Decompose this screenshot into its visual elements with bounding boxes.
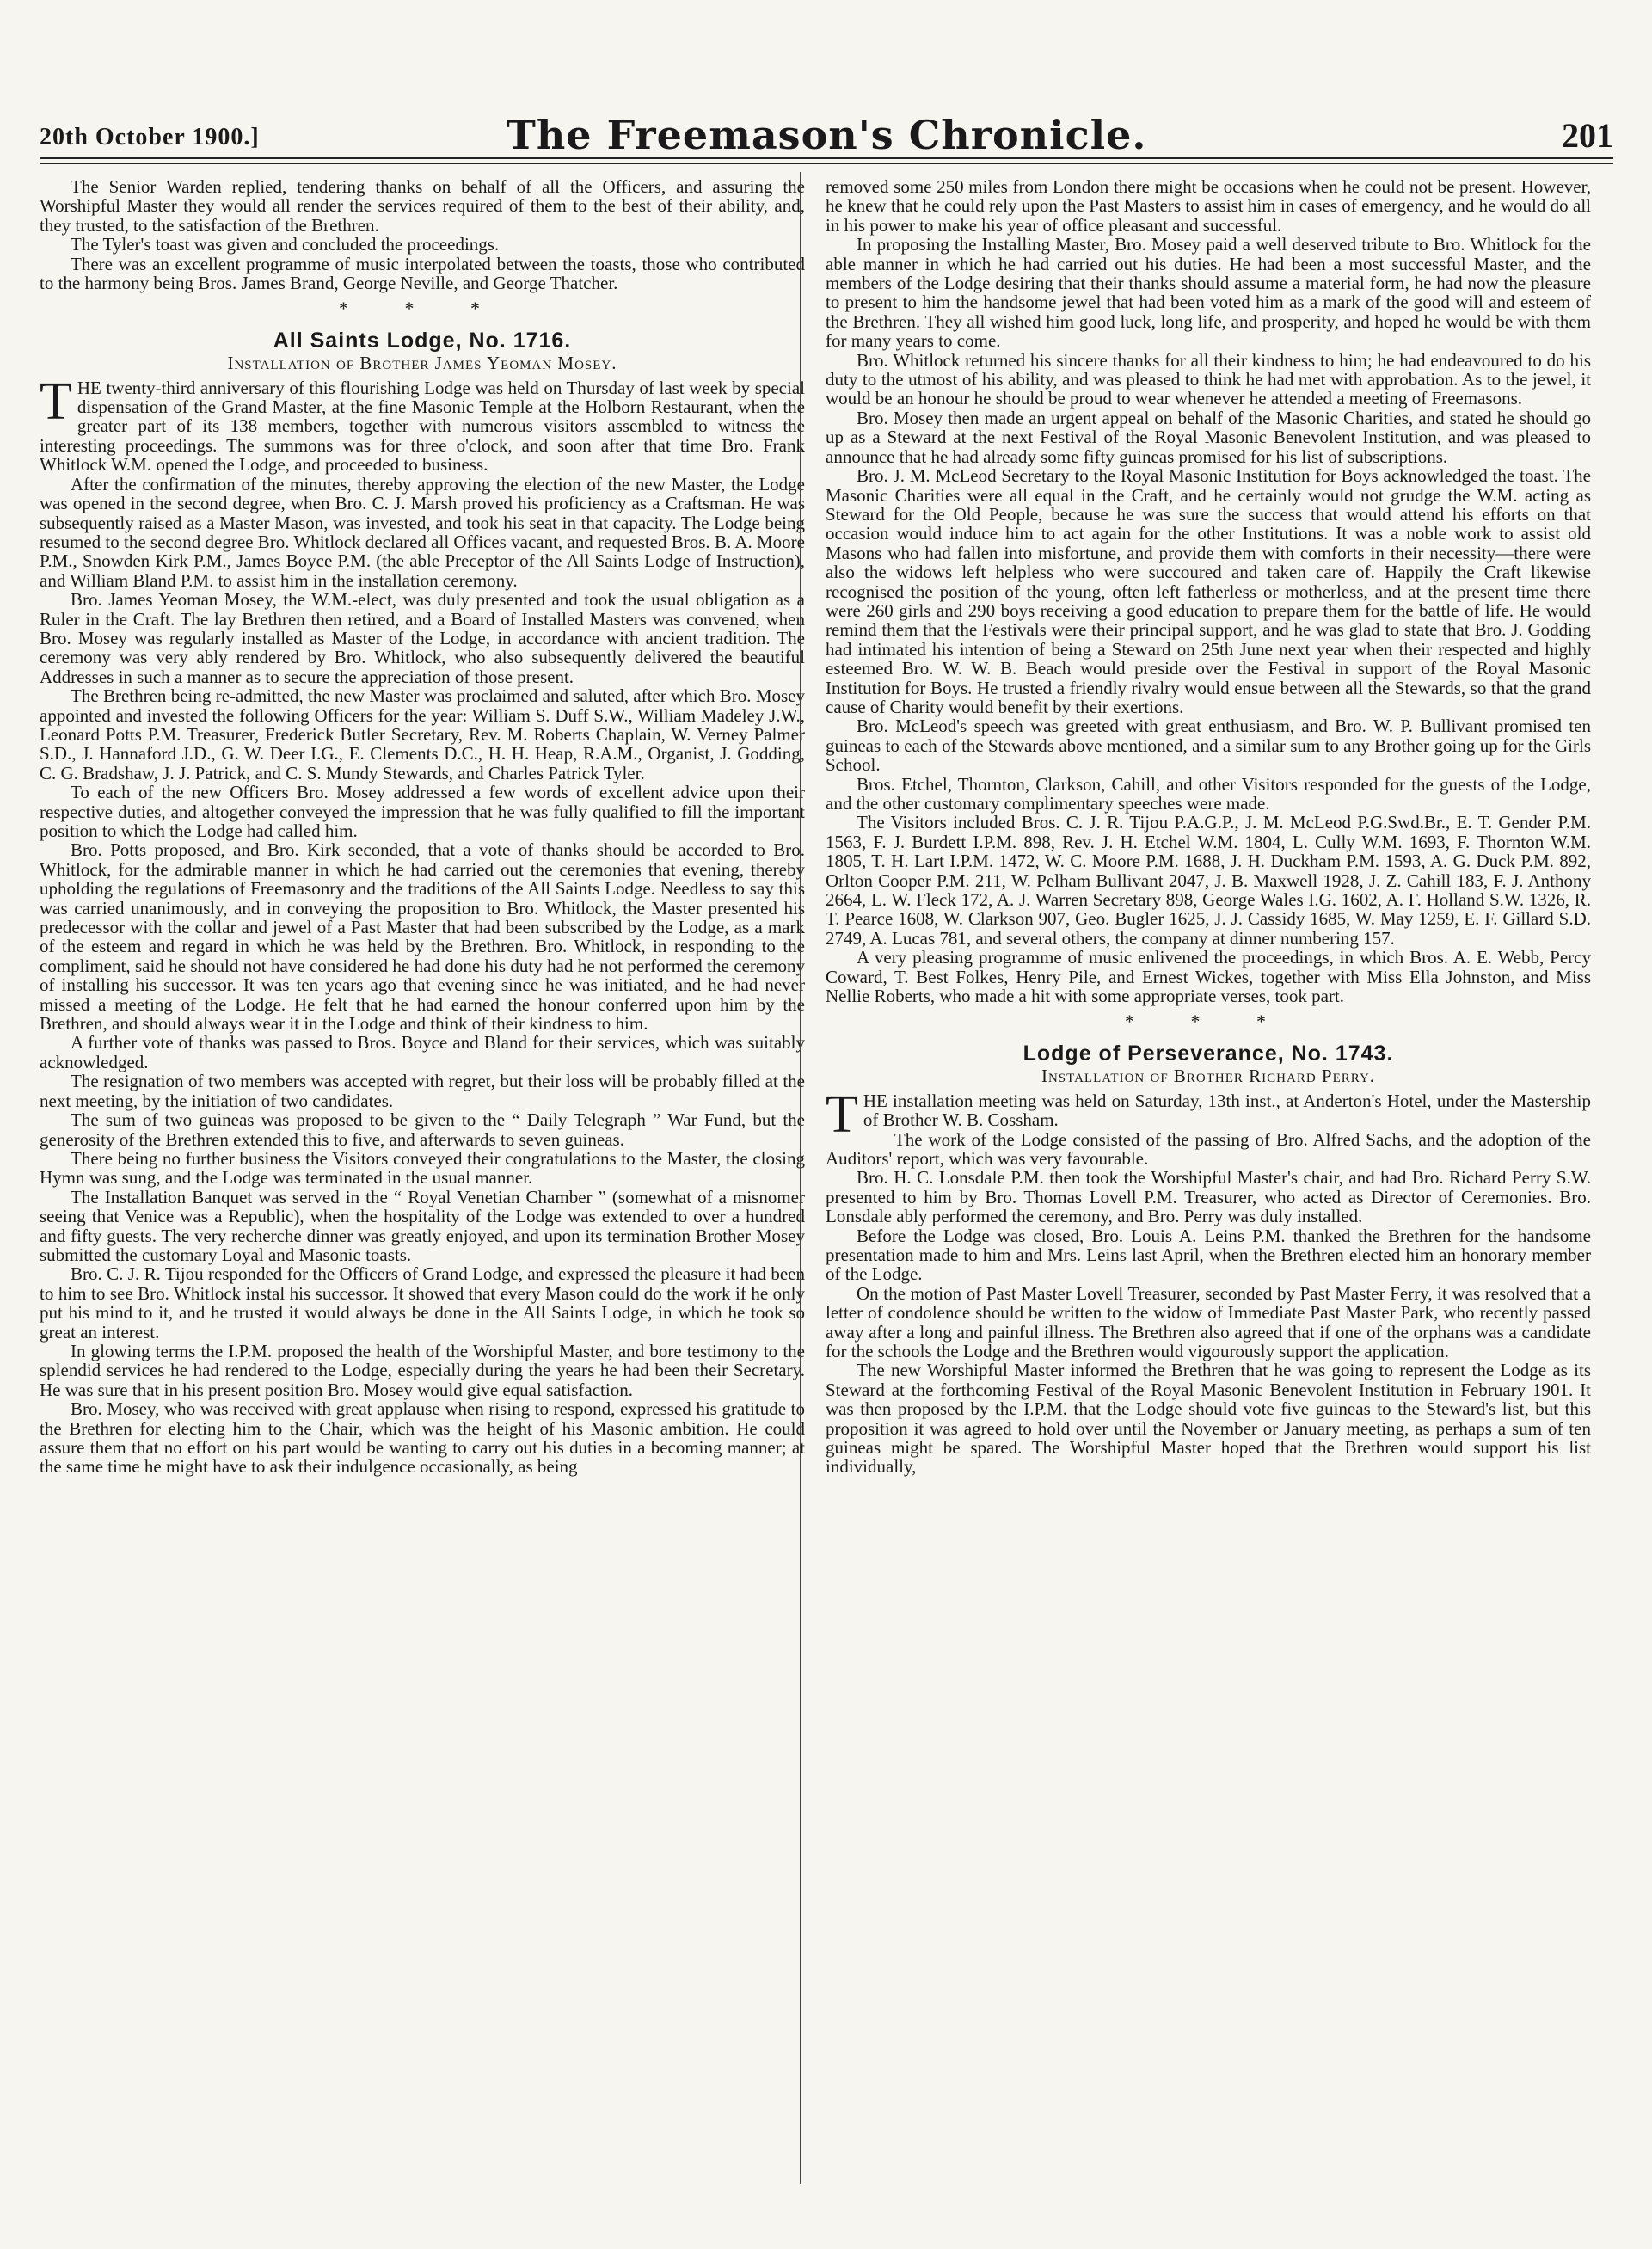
column-right — [826, 177, 1591, 2181]
paragraph: In proposing the Installing Master, Bro. Mosey paid a well deserved tribute to Bro. Whitlock for the able manner in which he had carried out his duties. He had been a most successful Master, and the members of the Lodge desiring that their thanks should assume a material form, he had now the pleasure to present to him the handsome jewel that had been voted him as a mark of the good will and esteem of the Brethren. They all wished him good luck, long life, and prosperity, and hoped he would be with them for many years to come. — [826, 234, 1591, 352]
page-number: 201 — [1562, 116, 1613, 155]
paragraph: Bro. J. M. McLeod Secretary to the Royal Masonic Institution for Boys acknowledged the toast. The Masonic Charities were all equal in the Craft, and he certainly would not grudge the W.M. acting as Steward for the Old People, because he was sure the success that would attend his efforts on that occasion would induce him to act again for the other Institutions. It was a noble work to assist old Masons who had fallen into misfortune, and provide them with comforts in their necessity—there were also the widows left helpless who were succoured and taken care of. Happily the Craft likewise recognised the position of the young, often left fatherless or motherless, and at the present time there were 260 girls and 290 boys receiving a good education to prepare them for the battle of life. He would remind them that the Festivals were their principal support, and he was glad to state that Bro. J. Godding had intimated his intention of being a Steward on 25th June next year when their respected and highly esteemed Bro. W. W. B. Beach would preside over the Festival in support of the Royal Masonic Institution for Boys. He trusted a friendly rivalry would ensue between all the Stewards, so that the grand cause of Charity would benefit by their exertions. — [826, 465, 1591, 717]
paragraph: The work of the Lodge consisted of the passing of Bro. Alfred Sachs, and the adoption of the Auditors' report, which was very favourable. — [826, 1128, 1591, 1169]
paragraph: A further vote of thanks was passed to Bros. Boyce and Bland for their services, which was suitably acknowledged. — [40, 1032, 805, 1072]
paragraph: The Brethren being re-admitted, the new Master was proclaimed and saluted, after which Bro. Mosey appointed and invested the following Officers for the year: William S. Duff S.W., William Madeley J.W., Leonard Potts P.M. Treasurer, Frederick Butler Secretary, Rev. M. Roberts Chaplain, W. Verney Palmer S.D., J. Hannaford J.D., G. W. Deer I.G., E. Clements D.C., H. H. Heap, R.A.M., Organist, J. Godding, C. G. Bradshaw, J. J. Patrick, and C. S. Mundy Stewards, and Charles Patrick Tyler. — [40, 685, 805, 783]
paragraph: There was an excellent programme of music interpolated between the toasts, those who contributed to the harmony being Bros. James Brand, George Neville, and George Thatcher. — [40, 253, 805, 294]
paragraph: removed some 250 miles from London there might be occasions when he could not be present. However, he knew that he could rely upon the Past Masters to assist him in cases of emergency, and he would do all in his power to make his year of office pleasant and successful. — [826, 177, 1591, 236]
article-subheading: Installation of Brother Richard Perry. — [1041, 1066, 1376, 1087]
masthead-rule — [40, 157, 1613, 159]
paragraph: The Installation Banquet was served in the “ Royal Venetian Chamber ” (somewhat of a misnomer seeing that Venice was a Republic), when the hospitality of the Lodge was extended to over a hundred and fifty guests. The very recherche dinner was greatly enjoyed, and upon its termination Brother Mosey submitted the customary Loyal and Masonic toasts. — [40, 1186, 805, 1265]
paragraph-lead — [826, 1085, 1591, 1144]
masthead-rule-thin — [40, 163, 1613, 164]
issue-date: 20th October 1900.] — [40, 124, 260, 151]
paragraph: Bros. Etchel, Thornton, Clarkson, Cahill, and other Visitors responded for the guests of the Lodge, and the other customary complimentary speeches were made. — [826, 773, 1591, 814]
paragraph: Bro. Mosey, who was received with great applause when rising to respond, expressed his gratitude to the Brethren for electing him to the Chair, which was the height of his Masonic ambition. He could assure them that no effort on his part would be wanting to carry out his duties in a becoming manner; at the same time he might have to ask their indulgence occasionally, as being — [40, 1398, 805, 1478]
paragraph: Bro. Whitlock returned his sincere thanks for all their kindness to him; he had endeavoured to do his duty to the utmost of his ability, and was pleased to think he had met with approbation. As to the jewel, it would be an honour he should be proud to wear whenever he attended a meeting of Freemasons. — [826, 349, 1591, 409]
paragraph: The resignation of two members was accepted with regret, but their loss will be probably filled at the next meeting, by the initiation of two candidates. — [40, 1071, 805, 1111]
paragraph: On the motion of Past Master Lovell Treasurer, seconded by Past Master Ferry, it was resolved that a letter of condolence should be written to the widow of Immediate Past Master Park, who recently passed away after a long and painful illness. The Brethren also agreed that if one of the orphans was a candidate for the schools the Lodge and the Brethren would vigourously support the application. — [826, 1282, 1591, 1361]
paragraph: The sum of two guineas was proposed to be given to the “ Daily Telegraph ” War Fund, but the generosity of the Brethren extended this to five, and afterwards to seven guineas. — [40, 1109, 805, 1150]
drop-cap: T — [40, 372, 72, 431]
paragraph: The Tyler's toast was given and concluded the proceedings. — [71, 234, 500, 255]
article-heading: Lodge of Perseverance, No. 1743. — [1023, 1041, 1394, 1066]
paragraph: In glowing terms the I.P.M. proposed the health of the Worshipful Master, and bore testimony to the splendid services he had rendered to the Lodge, especially during the years he had been their Secretary. He was sure that in his present position Bro. Mosey would give equal satisfaction. — [40, 1340, 805, 1400]
masthead — [40, 112, 1613, 158]
column-left — [40, 177, 805, 2181]
article-heading: All Saints Lodge, No. 1716. — [273, 328, 572, 353]
paragraph: Bro. James Yeoman Mosey, the W.M.-elect, was duly presented and took the usual obligation as a Ruler in the Craft. The lay Brethren then retired, and a Board of Installed Masters was convened, when Bro. Mosey was regularly installed as Master of the Lodge, in accordance with ancient tradition. The ceremony was very ably rendered by Bro. Whitlock, who also subsequently delivered the beautiful Addresses in such a manner as to secure the appreciation of those present. — [40, 589, 805, 687]
newspaper-title: The Freemason's Chronicle. — [506, 112, 1147, 158]
paragraph: A very pleasing programme of music enlivened the proceedings, in which Bros. A. E. Webb, Percy Coward, T. Best Folkes, Henry Pile, and Ernest Wickes, together with Miss Ella Johnston, and Miss Nellie Roberts, who made a hit with some appropriate verses, took part. — [826, 947, 1591, 1007]
paragraph-lead — [40, 372, 805, 476]
article-subheading: Installation of Brother James Yeoman Mosey. — [227, 353, 617, 374]
section-separator: * * * — [1125, 1011, 1292, 1033]
paragraph: Before the Lodge was closed, Bro. Louis A. Leins P.M. thanked the Brethren for the handsome presentation made to him and Mrs. Leins last April, when the Brethren elected him an honorary member of the Lodge. — [826, 1225, 1591, 1285]
paragraph: Bro. H. C. Lonsdale P.M. then took the Worshipful Master's chair, and had Bro. Richard Perry S.W. presented to him by Bro. Thomas Lovell P.M. Treasurer, who acted as Director of Ceremonies. Bro. Lonsdale ably performed the ceremony, and Bro. Perry was duly installed. — [826, 1167, 1591, 1227]
section-separator: * * * — [339, 298, 506, 320]
paragraph: There being no further business the Visitors conveyed their congratulations to the Master, the closing Hymn was sung, and the Lodge was terminated in the usual manner. — [40, 1147, 805, 1189]
paragraph: The Visitors included Bros. C. J. R. Tijou P.A.G.P., J. M. McLeod P.G.Swd.Br., E. T. Gender P.M. 1563, F. J. Burdett I.P.M. 898, Rev. J. H. Etchel W.M. 1804, L. Cully W.M. 1693, F. Thornton W.M. 1805, T. H. Lart I.P.M. 1472, W. C. Moore P.M. 1688, J. H. Duckham P.M. 1593, A. G. Duck P.M. 892, Orlton Cooper P.M. 211, W. Pelham Bullivant 2047, J. B. Maxwell 1928, J. Z. Cahill 183, F. J. Anthony 2664, L. W. Fleck 172, A. J. Warren Secretary 898, George Wales I.G. 1602, A. F. Holland S.W. 1326, R. T. Pearce 1608, W. Clarkson 907, Geo. Bugler 1625, J. J. Cassidy 1685, W. May 1259, E. F. Gillard S.D. 2749, A. Lucas 781, and several others, the company at dinner numbering 157. — [826, 812, 1591, 949]
column-divider — [800, 172, 801, 2184]
lead-text: HE twenty-third anniversary of this flourishing Lodge was held on Thursday of last week by special dispensation of the Grand Master, at the fine Masonic Temple at the Holborn Restaurant, when the greater part of its 138 members, together with numerous visitors assembled to witness the interesting proceedings. The summons was for three o'clock, and soon after that time Bro. Frank Whitlock W.M. opened the Lodge, and proceeded to business. — [40, 377, 805, 476]
lead-text: HE installation meeting was held on Saturday, 13th inst., at Anderton's Hotel, under the Mastership of Brother W. B. Cossham. — [863, 1090, 1591, 1131]
paragraph: Bro. Potts proposed, and Bro. Kirk seconded, that a vote of thanks should be accorded to Bro. Whitlock, for the admirable manner in which he had carried out the ceremonies that evening, thereby upholding the regulations of Freemasonry and the traditions of the All Saints Lodge. Needless to say this was carried unanimously, and in conveying the proposition to Bro. Whitlock, the Master presented his predecessor with the collar and jewel of a Past Master that had been subscribed by the Lodge, as a mark of the esteem and regard in which he was held by the Brethren. Bro. Whitlock, in responding to the compliment, said he should not have considered he had done his duty had he not performed the ceremony of installing his successor. It was ten years ago that evening since he was initiated, and he had never missed a meeting of the Lodge. He felt that he had earned the honour conferred upon him by the Brethren, and should always wear it in the Lodge and think of their kindness to him. — [40, 839, 805, 1035]
paragraph: Bro. McLeod's speech was greeted with great enthusiasm, and Bro. W. P. Bullivant promised ten guineas to each of the Stewards above mentioned, and a similar sum to any Brother going up for the Girls School. — [826, 716, 1591, 776]
paragraph: The new Worshipful Master informed the Brethren that he was going to represent the Lodge as its Steward at the forthcoming Festival of the Royal Masonic Benevolent Institution in February 1901. It was then proposed by the I.P.M. that the Lodge should vote five guineas to the Steward's list, but this proposition it was agreed to hold over until the November or January meeting, as perhaps a sum of ten guineas might be spared. The Worshipful Master hoped that the Brethren would support his list individually, — [826, 1360, 1591, 1478]
paragraph: Bro. C. J. R. Tijou responded for the Officers of Grand Lodge, and expressed the pleasure it had been to him to see Bro. Whitlock instal his successor. It showed that every Mason could do the work if he only put his mind to it, and he trusted it would always be done in the All Saints Lodge, in which he took so great an interest. — [40, 1263, 805, 1343]
paragraph: After the confirmation of the minutes, thereby approving the election of the new Master, the Lodge was opened in the second degree, when Bro. C. J. Marsh proved his proficiency as a Craftsman. He was subsequently raised as a Master Mason, was invested, and took his seat in that capacity. The Lodge being resumed to the second degree Bro. Whitlock declared all Offices vacant, and requested Bros. B. A. Moore P.M., Snowden Kirk P.M., James Boyce P.M. (the able Preceptor of the All Saints Lodge of Instruction), and William Bland P.M. to assist him in the installation ceremony. — [40, 473, 805, 591]
paragraph: The Senior Warden replied, tendering thanks on behalf of all the Officers, and assuring the Worshipful Master they would all render the services required of them to the best of their ability, and, they trusted, to the satisfaction of the Brethren. — [40, 177, 805, 236]
paragraph: Bro. Mosey then made an urgent appeal on behalf of the Masonic Charities, and stated he should go up as a Steward at the next Festival of the Royal Masonic Benevolent Institution, and was pleased to announce that he had already some fifty guineas promised for his list of subscriptions. — [826, 407, 1591, 467]
paragraph: To each of the new Officers Bro. Mosey addressed a few words of excellent advice upon their respective duties, and altogether conveyed the impression that he was fully qualified to fill the important position to which the Lodge had called him. — [40, 782, 805, 841]
drop-cap: T — [826, 1085, 858, 1144]
